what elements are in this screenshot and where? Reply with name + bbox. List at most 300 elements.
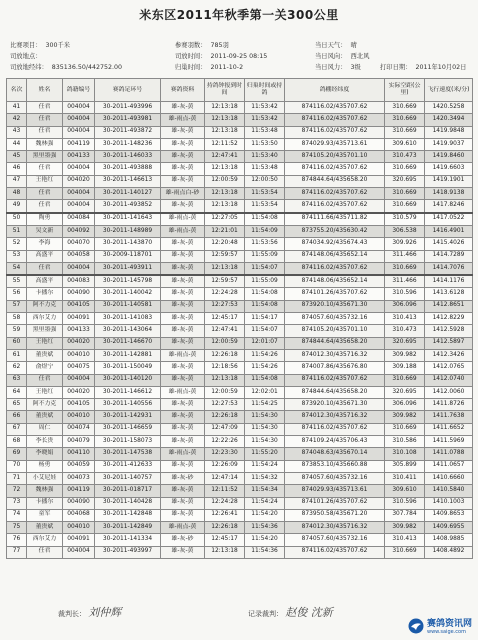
- cell-bird-info: 雄-灰-砂: [161, 534, 205, 546]
- cell-bird-info: 雄-雨点-黄: [161, 114, 205, 126]
- cell-loft-coords: 874148.06/435652.14: [285, 250, 385, 262]
- cell-name: 高盛平: [27, 275, 63, 288]
- cell-distance: 310.669: [385, 102, 425, 114]
- cell-clock-time: 12:00:59: [205, 175, 245, 187]
- cell-distance: 307.784: [385, 509, 425, 521]
- cell-name: 陶勇: [27, 213, 63, 226]
- cell-arrival-time: 11:55:20: [245, 448, 285, 460]
- cell-name: 魏林强: [27, 485, 63, 497]
- cell-member-id: 004010: [63, 349, 95, 361]
- cell-speed: 1411.8726: [425, 399, 473, 411]
- cell-bird-info: 雄-灰-黄: [161, 362, 205, 374]
- table-row: [7, 300, 473, 312]
- cell-distance: 309.926: [385, 238, 425, 250]
- table-row: [7, 288, 473, 300]
- cell-rank: 76: [7, 534, 27, 546]
- cell-loft-coords: 874012.30/435716.32: [285, 522, 385, 534]
- cell-arrival-time: 12:00:50: [245, 175, 285, 187]
- referee-signature: [58, 604, 121, 620]
- cell-bird-info: 雄-灰-黄: [161, 509, 205, 521]
- cell-loft-coords: 874007.86/435676.80: [285, 362, 385, 374]
- cell-speed: 1412.0740: [425, 374, 473, 386]
- cell-speed: 1418.9138: [425, 188, 473, 200]
- cell-member-id: 004091: [63, 313, 95, 325]
- table-row: [7, 250, 473, 262]
- cell-bird-info: 雄-灰-黄: [161, 436, 205, 448]
- cell-bird-info: 雄-灰-黄: [161, 423, 205, 435]
- cell-loft-coords: 874116.02/435707.62: [285, 102, 385, 114]
- cell-loft-coords: 873853.10/435660.88: [285, 460, 385, 472]
- cell-ring-number: 30-2011-146659: [95, 423, 161, 435]
- cell-member-id: 004004: [63, 188, 95, 200]
- cell-rank: 70: [7, 460, 27, 472]
- cell-rank: 66: [7, 411, 27, 423]
- cell-bird-info: 雄-雨点白-砂: [161, 188, 205, 200]
- printdate-meta: [380, 62, 466, 71]
- cell-distance: 309.982: [385, 411, 425, 423]
- cell-name: 任君: [27, 126, 63, 138]
- cell-ring-number: 30-2011-412633: [95, 460, 161, 472]
- cell-arrival-time: 11:54:08: [245, 213, 285, 226]
- cell-loft-coords: 874057.60/435732.16: [285, 472, 385, 484]
- cell-member-id: 004004: [63, 102, 95, 114]
- cell-rank: 69: [7, 448, 27, 460]
- cell-loft-coords: 874034.92/435674.43: [285, 238, 385, 250]
- cell-ring-number: 30-2011-148236: [95, 138, 161, 150]
- cell-member-id: 004110: [63, 448, 95, 460]
- cell-rank: 45: [7, 151, 27, 163]
- cell-speed: 1412.5928: [425, 325, 473, 337]
- cell-rank: 43: [7, 126, 27, 138]
- cell-name: 任君: [27, 188, 63, 200]
- cell-distance: 310.473: [385, 325, 425, 337]
- cell-member-id: 004090: [63, 497, 95, 509]
- cell-clock-time: 12:26:41: [205, 509, 245, 521]
- windforce-label: 当日风力：: [315, 64, 347, 71]
- cell-distance: 309.610: [385, 485, 425, 497]
- results-table: [6, 78, 473, 559]
- cell-arrival-time: 11:55:09: [245, 250, 285, 262]
- cell-name: 王艳红: [27, 386, 63, 398]
- cell-member-id: 004004: [63, 163, 95, 175]
- cell-rank: 56: [7, 288, 27, 300]
- cell-name: 李长贵: [27, 436, 63, 448]
- cell-rank: 72: [7, 485, 27, 497]
- cell-distance: 306.096: [385, 399, 425, 411]
- cell-speed: 1411.5969: [425, 436, 473, 448]
- cell-bird-info: 雄-灰-黄: [161, 175, 205, 187]
- cell-member-id: 004070: [63, 238, 95, 250]
- cell-speed: 1420.5258: [425, 102, 473, 114]
- cell-arrival-time: 11:53:50: [245, 138, 285, 150]
- entrydate-meta: [175, 62, 243, 71]
- cell-rank: 41: [7, 102, 27, 114]
- cell-loft-coords: 874844.64/435658.20: [285, 337, 385, 349]
- cell-clock-time: 12:26:18: [205, 349, 245, 361]
- cell-arrival-time: 11:53:54: [245, 188, 285, 200]
- cell-clock-time: 12:26:09: [205, 460, 245, 472]
- cell-member-id: 004105: [63, 399, 95, 411]
- cell-speed: 1419.6603: [425, 163, 473, 175]
- cell-member-id: 004074: [63, 423, 95, 435]
- cell-name: 李晓娟: [27, 448, 63, 460]
- cell-speed: 1416.4901: [425, 225, 473, 237]
- cell-bird-info: 雄-灰-黄: [161, 138, 205, 150]
- cell-distance: 309.610: [385, 138, 425, 150]
- cell-speed: 1408.9885: [425, 534, 473, 546]
- cell-ring-number: 30-2011-146612: [95, 386, 161, 398]
- cell-arrival-time: 12:02:01: [245, 386, 285, 398]
- cell-speed: 1414.7289: [425, 250, 473, 262]
- cell-ring-number: 30-2011-158073: [95, 436, 161, 448]
- cell-rank: 64: [7, 386, 27, 398]
- cell-bird-info: 雄-雨点-黄: [161, 349, 205, 361]
- cell-loft-coords: 874057.60/435732.16: [285, 534, 385, 546]
- cell-rank: 75: [7, 522, 27, 534]
- cell-ring-number: 30-2011-146613: [95, 175, 161, 187]
- column-header: 归巢时间或持鸽: [245, 79, 285, 102]
- cell-bird-info: 雄-灰-黄: [161, 399, 205, 411]
- cell-rank: 63: [7, 374, 27, 386]
- cell-clock-time: 12:26:18: [205, 411, 245, 423]
- cell-ring-number: 30-2011-142848: [95, 509, 161, 521]
- cell-rank: 58: [7, 313, 27, 325]
- cell-speed: 1420.3494: [425, 114, 473, 126]
- cell-name: 卡播尔: [27, 497, 63, 509]
- cell-loft-coords: 874116.02/435707.62: [285, 262, 385, 275]
- cell-loft-coords: 874116.02/435707.62: [285, 114, 385, 126]
- cell-clock-time: 12:45:17: [205, 534, 245, 546]
- table-row: [7, 534, 473, 546]
- cell-member-id: 004084: [63, 213, 95, 226]
- cell-arrival-time: 11:54:20: [245, 509, 285, 521]
- cell-clock-time: 12:20:48: [205, 238, 245, 250]
- cell-speed: 1410.6660: [425, 472, 473, 484]
- weather-label: 当日天气：: [315, 42, 347, 49]
- table-row: [7, 225, 473, 237]
- cell-speed: 1408.4892: [425, 546, 473, 558]
- cell-member-id: 004083: [63, 275, 95, 288]
- cell-clock-time: 12:27:05: [205, 213, 245, 226]
- column-header: 持鸽钟报到时间: [205, 79, 245, 102]
- cell-loft-coords: 874844.64/435658.20: [285, 175, 385, 187]
- cell-clock-time: 12:13:18: [205, 114, 245, 126]
- cell-ring-number: 30-2011-141643: [95, 213, 161, 226]
- cell-name: 魏林强: [27, 138, 63, 150]
- cell-arrival-time: 11:53:56: [245, 238, 285, 250]
- cell-name: 吴文新: [27, 225, 63, 237]
- cell-member-id: 004119: [63, 485, 95, 497]
- cell-ring-number: 30-2011-140581: [95, 300, 161, 312]
- cell-rank: 49: [7, 200, 27, 213]
- cell-ring-number: 30-2011-143870: [95, 238, 161, 250]
- table-row: [7, 102, 473, 114]
- cell-speed: 1413.6128: [425, 288, 473, 300]
- cell-distance: 310.669: [385, 374, 425, 386]
- release-meta: [175, 51, 267, 60]
- cell-speed: 1412.0060: [425, 386, 473, 398]
- column-header: 姓名: [27, 79, 63, 102]
- watermark-logo: [408, 616, 472, 635]
- cell-clock-time: 12:47:41: [205, 151, 245, 163]
- cell-loft-coords: 874029.93/435713.61: [285, 138, 385, 150]
- cell-distance: 310.669: [385, 423, 425, 435]
- cell-clock-time: 12:13:18: [205, 546, 245, 558]
- cell-rank: 68: [7, 436, 27, 448]
- cell-loft-coords: 873920.10/435671.30: [285, 300, 385, 312]
- cell-ring-number: 30-2011-142931: [95, 411, 161, 423]
- cell-loft-coords: 874116.02/435707.62: [285, 423, 385, 435]
- table-row: [7, 448, 473, 460]
- cell-speed: 1410.1003: [425, 497, 473, 509]
- cell-rank: 71: [7, 472, 27, 484]
- cell-ring-number: 30-2011-146033: [95, 151, 161, 163]
- cell-speed: 1414.1176: [425, 275, 473, 288]
- cell-loft-coords: 874116.02/435707.62: [285, 163, 385, 175]
- cell-clock-time: 12:47:41: [205, 325, 245, 337]
- cell-distance: 320.695: [385, 337, 425, 349]
- table-row: [7, 436, 473, 448]
- table-row: [7, 114, 473, 126]
- cell-distance: 310.669: [385, 126, 425, 138]
- cell-clock-time: 12:13:18: [205, 163, 245, 175]
- cell-speed: 1417.8246: [425, 200, 473, 213]
- entries-label: 参赛羽数：: [175, 42, 207, 49]
- referee-signature-scrawl: 刘仲辉: [88, 606, 122, 619]
- event-value: 300千米: [45, 42, 71, 49]
- cell-distance: 311.466: [385, 250, 425, 262]
- table-row: [7, 213, 473, 226]
- cell-arrival-time: 11:55:09: [245, 275, 285, 288]
- cell-member-id: 004010: [63, 522, 95, 534]
- recorder-signature: [248, 604, 333, 620]
- cell-arrival-time: 11:54:32: [245, 472, 285, 484]
- cell-loft-coords: 874101.26/435707.62: [285, 497, 385, 509]
- cell-name: 任君: [27, 102, 63, 114]
- table-row: [7, 423, 473, 435]
- cell-name: 童军: [27, 509, 63, 521]
- cell-rank: 77: [7, 546, 27, 558]
- cell-ring-number: 30-2011-140120: [95, 374, 161, 386]
- cell-loft-coords: 874105.20/435701.10: [285, 151, 385, 163]
- cell-bird-info: 雄-灰-黄: [161, 374, 205, 386]
- cell-name: 任君: [27, 374, 63, 386]
- cell-member-id: 004119: [63, 138, 95, 150]
- cell-loft-coords: 874105.20/435701.10: [285, 325, 385, 337]
- release-value: 2011-09-25 08:15: [210, 53, 268, 60]
- cell-rank: 62: [7, 362, 27, 374]
- cell-arrival-time: 11:54:20: [245, 534, 285, 546]
- cell-bird-info: 雄-灰-黄: [161, 546, 205, 558]
- coords-value: 835136.50/442752.00: [51, 64, 123, 71]
- cell-arrival-time: 11:53:40: [245, 151, 285, 163]
- wind-label: 当日风向：: [315, 53, 347, 60]
- cell-distance: 310.669: [385, 163, 425, 175]
- cell-member-id: 004133: [63, 151, 95, 163]
- cell-distance: 309.188: [385, 362, 425, 374]
- column-header: 鸽籍编号: [63, 79, 95, 102]
- cell-distance: 310.579: [385, 213, 425, 226]
- table-row: [7, 175, 473, 187]
- cell-member-id: 004133: [63, 325, 95, 337]
- table-row: [7, 399, 473, 411]
- cell-clock-time: 12:47:09: [205, 423, 245, 435]
- origin-label: 司放地点：: [10, 53, 42, 60]
- cell-bird-info: 雄-灰-黄: [161, 262, 205, 275]
- cell-ring-number: 30-2011-140428: [95, 497, 161, 509]
- cell-ring-number: 30-2011-143064: [95, 325, 161, 337]
- cell-loft-coords: 873920.10/435671.30: [285, 399, 385, 411]
- cell-name: 黑里墨强: [27, 325, 63, 337]
- cell-speed: 1411.6652: [425, 423, 473, 435]
- cell-member-id: 004004: [63, 200, 95, 213]
- cell-rank: 55: [7, 275, 27, 288]
- cell-arrival-time: 12:01:07: [245, 337, 285, 349]
- watermark-url: www.saige.com: [426, 629, 466, 635]
- cell-bird-info: 雄-灰-黄: [161, 460, 205, 472]
- cell-arrival-time: 11:54:26: [245, 362, 285, 374]
- cell-member-id: 004090: [63, 288, 95, 300]
- cell-arrival-time: 11:53:48: [245, 126, 285, 138]
- cell-rank: 54: [7, 262, 27, 275]
- cell-distance: 310.669: [385, 114, 425, 126]
- cell-clock-time: 12:21:01: [205, 225, 245, 237]
- cell-loft-coords: 873950.58/435671.20: [285, 509, 385, 521]
- cell-distance: 320.695: [385, 386, 425, 398]
- table-row: [7, 362, 473, 374]
- coords-label: 司放地经纬：: [10, 64, 48, 71]
- cell-ring-number: 30-2011-150049: [95, 362, 161, 374]
- cell-name: 阿不力克: [27, 399, 63, 411]
- cell-name: 周仁: [27, 423, 63, 435]
- cell-name: 任君: [27, 262, 63, 275]
- cell-member-id: 004105: [63, 300, 95, 312]
- cell-member-id: 004004: [63, 114, 95, 126]
- cell-ring-number: 30-2011-493996: [95, 102, 161, 114]
- cell-distance: 309.982: [385, 349, 425, 361]
- cell-bird-info: 雄-雨点-黄: [161, 213, 205, 226]
- cell-rank: 51: [7, 225, 27, 237]
- coords-meta: [10, 62, 122, 71]
- cell-name: 西尔艾力: [27, 313, 63, 325]
- table-row: [7, 386, 473, 398]
- cell-loft-coords: 874101.26/435707.62: [285, 288, 385, 300]
- cell-rank: 53: [7, 250, 27, 262]
- recorder-label: 记录裁判：: [248, 610, 283, 618]
- recorder-signature-scrawl: 赵俊 沈新: [285, 606, 333, 619]
- cell-clock-time: 12:27:53: [205, 300, 245, 312]
- cell-distance: 310.669: [385, 188, 425, 200]
- cell-speed: 1409.6955: [425, 522, 473, 534]
- cell-loft-coords: 873755.20/435630.42: [285, 225, 385, 237]
- cell-ring-number: 30-2011-140127: [95, 188, 161, 200]
- cell-member-id: 004073: [63, 472, 95, 484]
- table-row: [7, 325, 473, 337]
- cell-loft-coords: 874844.64/435658.20: [285, 386, 385, 398]
- cell-rank: 65: [7, 399, 27, 411]
- table-row: [7, 411, 473, 423]
- cell-speed: 1412.5897: [425, 337, 473, 349]
- cell-bird-info: 雄-灰-黄: [161, 151, 205, 163]
- cell-name: 董贵斌: [27, 411, 63, 423]
- cell-ring-number: 30-2011-141334: [95, 534, 161, 546]
- table-row: [7, 485, 473, 497]
- cell-member-id: 004004: [63, 262, 95, 275]
- cell-name: 高盛平: [27, 250, 63, 262]
- cell-clock-time: 12:11:52: [205, 138, 245, 150]
- entries-meta: [175, 40, 229, 49]
- release-label: 司放时间：: [175, 53, 207, 60]
- cell-arrival-time: 11:53:48: [245, 163, 285, 175]
- cell-distance: 306.538: [385, 225, 425, 237]
- watermark-text: 赛鸽资讯网: [426, 619, 472, 629]
- cell-speed: 1419.9037: [425, 138, 473, 150]
- cell-clock-time: 12:47:14: [205, 472, 245, 484]
- entrydate-label: 归巢时间：: [175, 64, 207, 71]
- cell-clock-time: 12:18:56: [205, 362, 245, 374]
- cell-name: 任君: [27, 546, 63, 558]
- cell-bird-info: 雄-灰-黄: [161, 313, 205, 325]
- cell-clock-time: 12:00:59: [205, 337, 245, 349]
- cell-ring-number: 30-2009-118701: [95, 250, 161, 262]
- cell-ring-number: 30-2011-142849: [95, 522, 161, 534]
- cell-distance: 310.586: [385, 436, 425, 448]
- cell-loft-coords: 874029.93/435713.61: [285, 485, 385, 497]
- cell-distance: 310.473: [385, 151, 425, 163]
- table-row: [7, 138, 473, 150]
- table-row: [7, 349, 473, 361]
- cell-arrival-time: 11:53:54: [245, 200, 285, 213]
- cell-member-id: 004092: [63, 225, 95, 237]
- cell-loft-coords: 874012.30/435716.32: [285, 349, 385, 361]
- table-row: [7, 200, 473, 213]
- entrydate-value: 2011-10-2: [210, 64, 244, 71]
- cell-member-id: 004020: [63, 386, 95, 398]
- cell-bird-info: 雄-灰-黄: [161, 497, 205, 509]
- cell-member-id: 004059: [63, 460, 95, 472]
- cell-clock-time: 12:13:18: [205, 126, 245, 138]
- cell-arrival-time: 11:53:42: [245, 102, 285, 114]
- cell-name: 董贵斌: [27, 522, 63, 534]
- cell-ring-number: 30-2011-140757: [95, 472, 161, 484]
- cell-bird-info: 雄-灰-黄: [161, 126, 205, 138]
- cell-clock-time: 12:13:18: [205, 102, 245, 114]
- cell-name: 小艾尼娃: [27, 472, 63, 484]
- cell-clock-time: 12:24:28: [205, 497, 245, 509]
- cell-name: 阿不力克: [27, 300, 63, 312]
- table-row: [7, 472, 473, 484]
- table-row: [7, 546, 473, 558]
- cell-rank: 46: [7, 163, 27, 175]
- cell-rank: 60: [7, 337, 27, 349]
- cell-distance: 310.669: [385, 546, 425, 558]
- cell-name: 王艳红: [27, 175, 63, 187]
- table-row: [7, 238, 473, 250]
- cell-arrival-time: 11:54:17: [245, 313, 285, 325]
- column-header: 赛鸽资料: [161, 79, 205, 102]
- cell-bird-info: 雄-雨点-黄: [161, 522, 205, 534]
- cell-name: 董贵斌: [27, 349, 63, 361]
- cell-ring-number: 30-2011-018717: [95, 485, 161, 497]
- cell-arrival-time: 11:54:07: [245, 325, 285, 337]
- cell-arrival-time: 11:54:36: [245, 546, 285, 558]
- cell-clock-time: 12:13:18: [205, 374, 245, 386]
- cell-ring-number: 30-2011-493981: [95, 114, 161, 126]
- cell-loft-coords: 874116.02/435707.62: [285, 546, 385, 558]
- origin-meta: [10, 51, 45, 60]
- cell-distance: 310.596: [385, 288, 425, 300]
- event-meta: [10, 40, 70, 49]
